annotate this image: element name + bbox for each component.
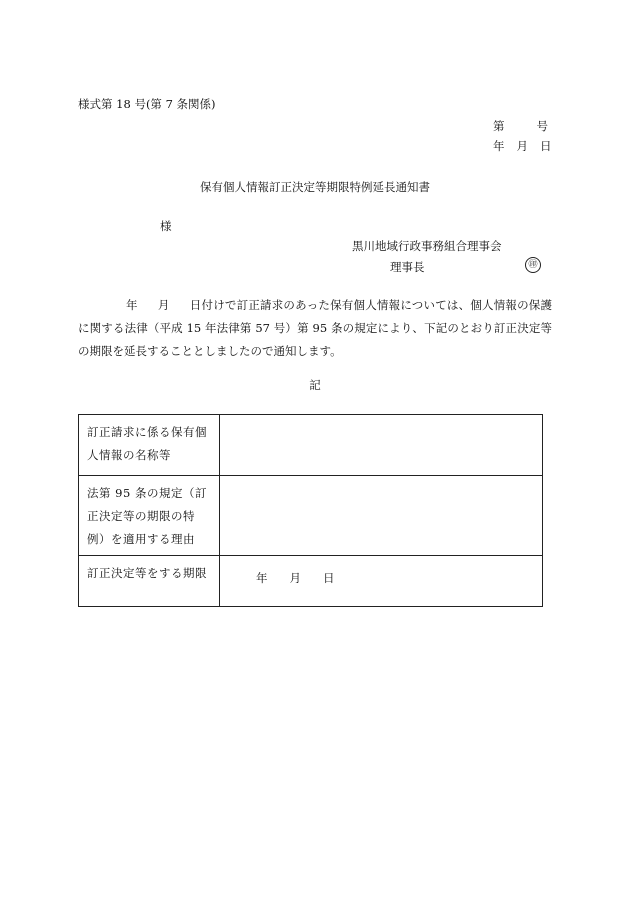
deadline-day: 日 xyxy=(323,571,335,585)
row-value-field[interactable] xyxy=(220,476,543,556)
row-label: 訂正請求に係る保有個人情報の名称等 xyxy=(79,415,220,476)
table-row xyxy=(79,476,543,556)
number-suffix: 号 xyxy=(536,119,548,133)
deadline-date-field[interactable] xyxy=(220,556,543,607)
deadline-year: 年 xyxy=(256,571,268,585)
deadline-month: 月 xyxy=(289,571,301,585)
body-text: 日付けで訂正請求のあった保有個人情報については、個人情報の保護に関する法律（平成 15 年法律第 57 号）第 95 条の規定により、下記のとおり訂正決定等の期限を延長することとしましたので通知します。 xyxy=(78,298,553,358)
document-date xyxy=(493,138,552,154)
row-value-field[interactable] xyxy=(220,415,543,476)
date-day: 日 xyxy=(540,139,552,153)
ki-heading: 記 xyxy=(309,378,321,392)
row-label: 訂正決定等をする期限 xyxy=(79,556,220,607)
body-month: 月 xyxy=(157,298,170,312)
deadline-date xyxy=(256,570,357,586)
body-year: 年 xyxy=(126,298,138,312)
seal-icon: ㊞ xyxy=(525,257,541,273)
sender-organization: 黒川地域行政事務組合理事会 xyxy=(352,239,502,253)
number-prefix: 第 xyxy=(493,119,505,133)
document-number xyxy=(493,118,548,134)
form-label: 様式第 18 号(第 7 条関係) xyxy=(78,97,216,111)
date-year: 年 xyxy=(493,139,505,153)
table-row xyxy=(79,556,543,607)
table-row xyxy=(79,415,543,476)
details-table xyxy=(78,414,543,607)
sender-official-title: 理事長 xyxy=(390,260,425,274)
body-paragraph xyxy=(78,294,552,363)
row-label: 法第 95 条の規定（訂正決定等の期限の特例）を適用する理由 xyxy=(79,476,220,556)
date-month: 月 xyxy=(516,139,528,153)
document-title: 保有個人情報訂正決定等期限特例延長通知書 xyxy=(200,180,430,194)
addressee-honorific: 様 xyxy=(160,219,172,233)
